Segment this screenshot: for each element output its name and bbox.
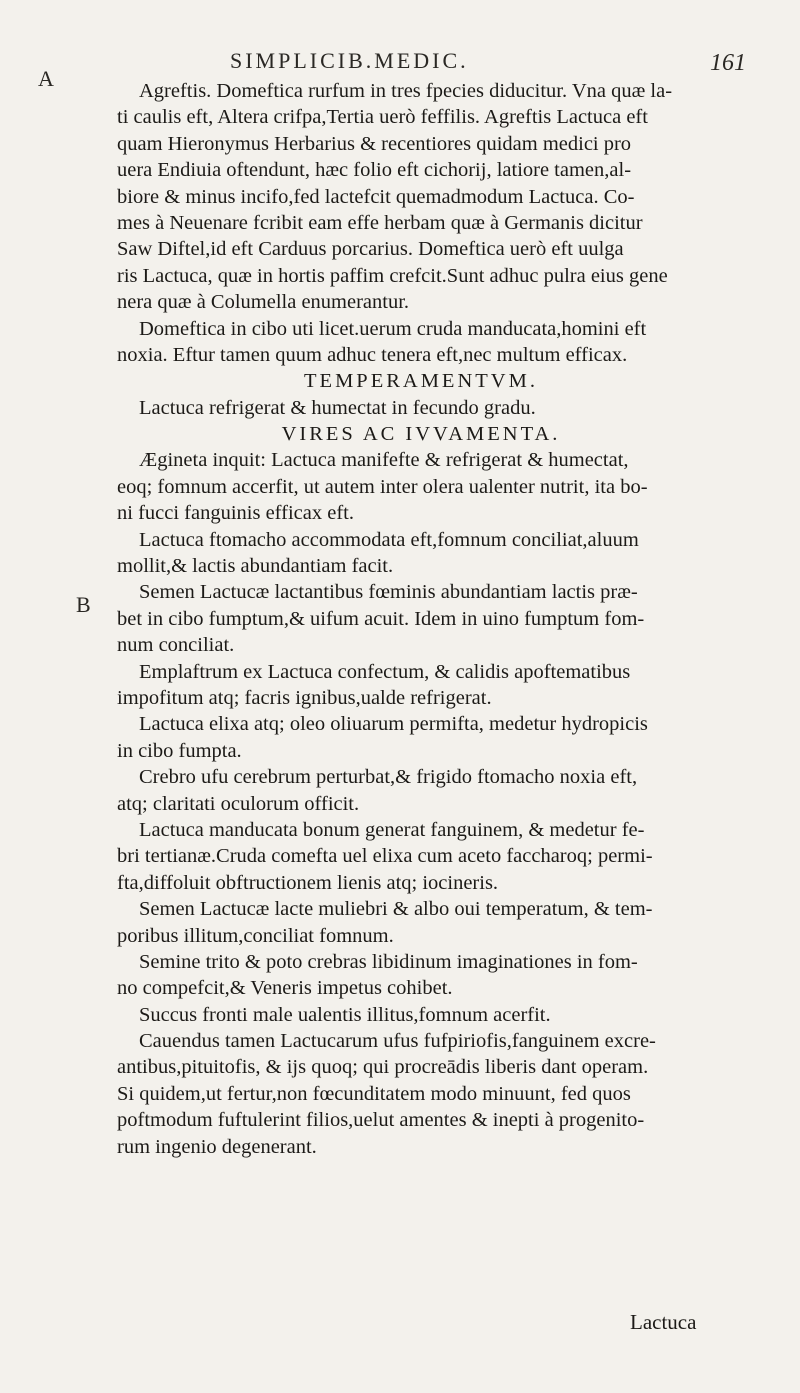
text-line: Lactuca elixa atq; oleo oliuarum permifta, medetur hydropicis <box>139 713 648 736</box>
text-line: poftmodum fuftulerint filios,uelut amentes & inepti à progenito- <box>117 1109 645 1132</box>
text-line: quam Hieronymus Herbarius & recentiores quidam medici pro <box>117 132 632 155</box>
text-line: impofitum atq; facris ignibus,ualde refrigerat. <box>117 686 492 709</box>
body-text <box>117 78 725 1160</box>
page-number: 161 <box>710 50 746 76</box>
margin-letter-a: A <box>38 66 54 91</box>
text-line: mes à Neuenare fcribit eam effe herbam quæ à Germanis dicitur <box>117 211 643 234</box>
text-line: mollit,& lactis abundantiam facit. <box>117 555 394 578</box>
text-line: ris Lactuca, quæ in hortis paffim crefcit.Sunt adhuc pulra eius gene <box>117 264 668 287</box>
text-line: bet in cibo fumptum,& uifum acuit. Idem in uino fumptum fom- <box>117 607 645 630</box>
text-line: Semen Lactucæ lacte muliebri & albo oui temperatum, & tem- <box>139 898 653 921</box>
text-line: Lactuca refrigerat & humectat in fecundo gradu. <box>139 396 536 419</box>
text-line: eoq; fomnum accerfit, ut autem inter olera ualenter nutrit, ita bo- <box>117 475 648 498</box>
catchword: Lactuca <box>630 1310 697 1334</box>
text-line: Domeftica in cibo uti licet.uerum cruda manducata,homini eft <box>139 317 647 340</box>
text-line: bri tertianæ.Cruda comefta uel elixa cum aceto faccharoq; permi- <box>117 845 653 868</box>
text-line: atq; claritati oculorum officit. <box>117 792 360 815</box>
text-line: poribus illitum,conciliat fomnum. <box>117 924 394 947</box>
text-line: Semen Lactucæ lactantibus fœminis abundantiam lactis præ- <box>139 581 638 604</box>
text-line: biore & minus incifo,fed lactefcit quemadmodum Lactuca. Co- <box>117 185 635 208</box>
text-line: no compefcit,& Veneris impetus cohibet. <box>117 977 453 1000</box>
text-line: antibus,pituitofis, & ijs quoq; qui procreādis liberis dant operam. <box>117 1056 649 1079</box>
running-title: SIMPLICIB.MEDIC. <box>230 48 469 73</box>
text-line: Emplaftrum ex Lactuca confectum, & calidis apoftematibus <box>139 660 631 683</box>
text-line: ti caulis eft, Altera crifpa,Tertia uerò feffilis. Agreftis Lactuca eft <box>117 106 648 129</box>
text-line: in cibo fumpta. <box>117 739 242 762</box>
text-line: Si quidem,ut fertur,non fœcunditatem modo minuunt, fed quos <box>117 1082 631 1105</box>
text-line: Crebro ufu cerebrum perturbat,& frigido ftomacho noxia eft, <box>139 766 638 789</box>
text-line: num conciliat. <box>117 634 235 657</box>
text-line: Semine trito & poto crebras libidinum imaginationes in fom- <box>139 950 638 973</box>
text-line: Ægineta inquit: Lactuca manifefte & refrigerat & humectat, <box>139 449 629 472</box>
text-line: nera quæ à Columella enumerantur. <box>117 291 410 314</box>
text-line: ni fucci fanguinis efficax eft. <box>117 502 354 525</box>
text-line: Lactuca ftomacho accommodata eft,fomnum conciliat,aluum <box>139 528 639 551</box>
text-line: Succus fronti male ualentis illitus,fomnum acerfit. <box>139 1003 551 1026</box>
text-line: Agreftis. Domeftica rurfum in tres fpecies diducitur. Vna quæ la- <box>139 80 673 102</box>
text-line: Lactuca manducata bonum generat fanguinem, & medetur fe- <box>139 818 645 841</box>
margin-letter-b: B <box>76 592 91 617</box>
text-line: uera Endiuia oftendunt, hæc folio eft cichorij, latiore tamen,al- <box>117 159 632 182</box>
text-line: rum ingenio degenerant. <box>117 1135 317 1158</box>
section-heading: VIRES AC IVVAMENTA. <box>281 423 561 446</box>
text-line: fta,diffoluit obftructionem lienis atq; iocineris. <box>117 871 499 894</box>
section-heading: TEMPERAMENTVM. <box>304 370 538 393</box>
text-line: Cauendus tamen Lactucarum ufus fufpiriofis,fanguinem excre- <box>139 1030 656 1053</box>
text-line: noxia. Eftur tamen quum adhuc tenera eft,nec multum efficax. <box>117 343 628 366</box>
text-line: Saw Diftel,id eft Carduus porcarius. Domeftica uerò eft uulga <box>117 238 624 261</box>
